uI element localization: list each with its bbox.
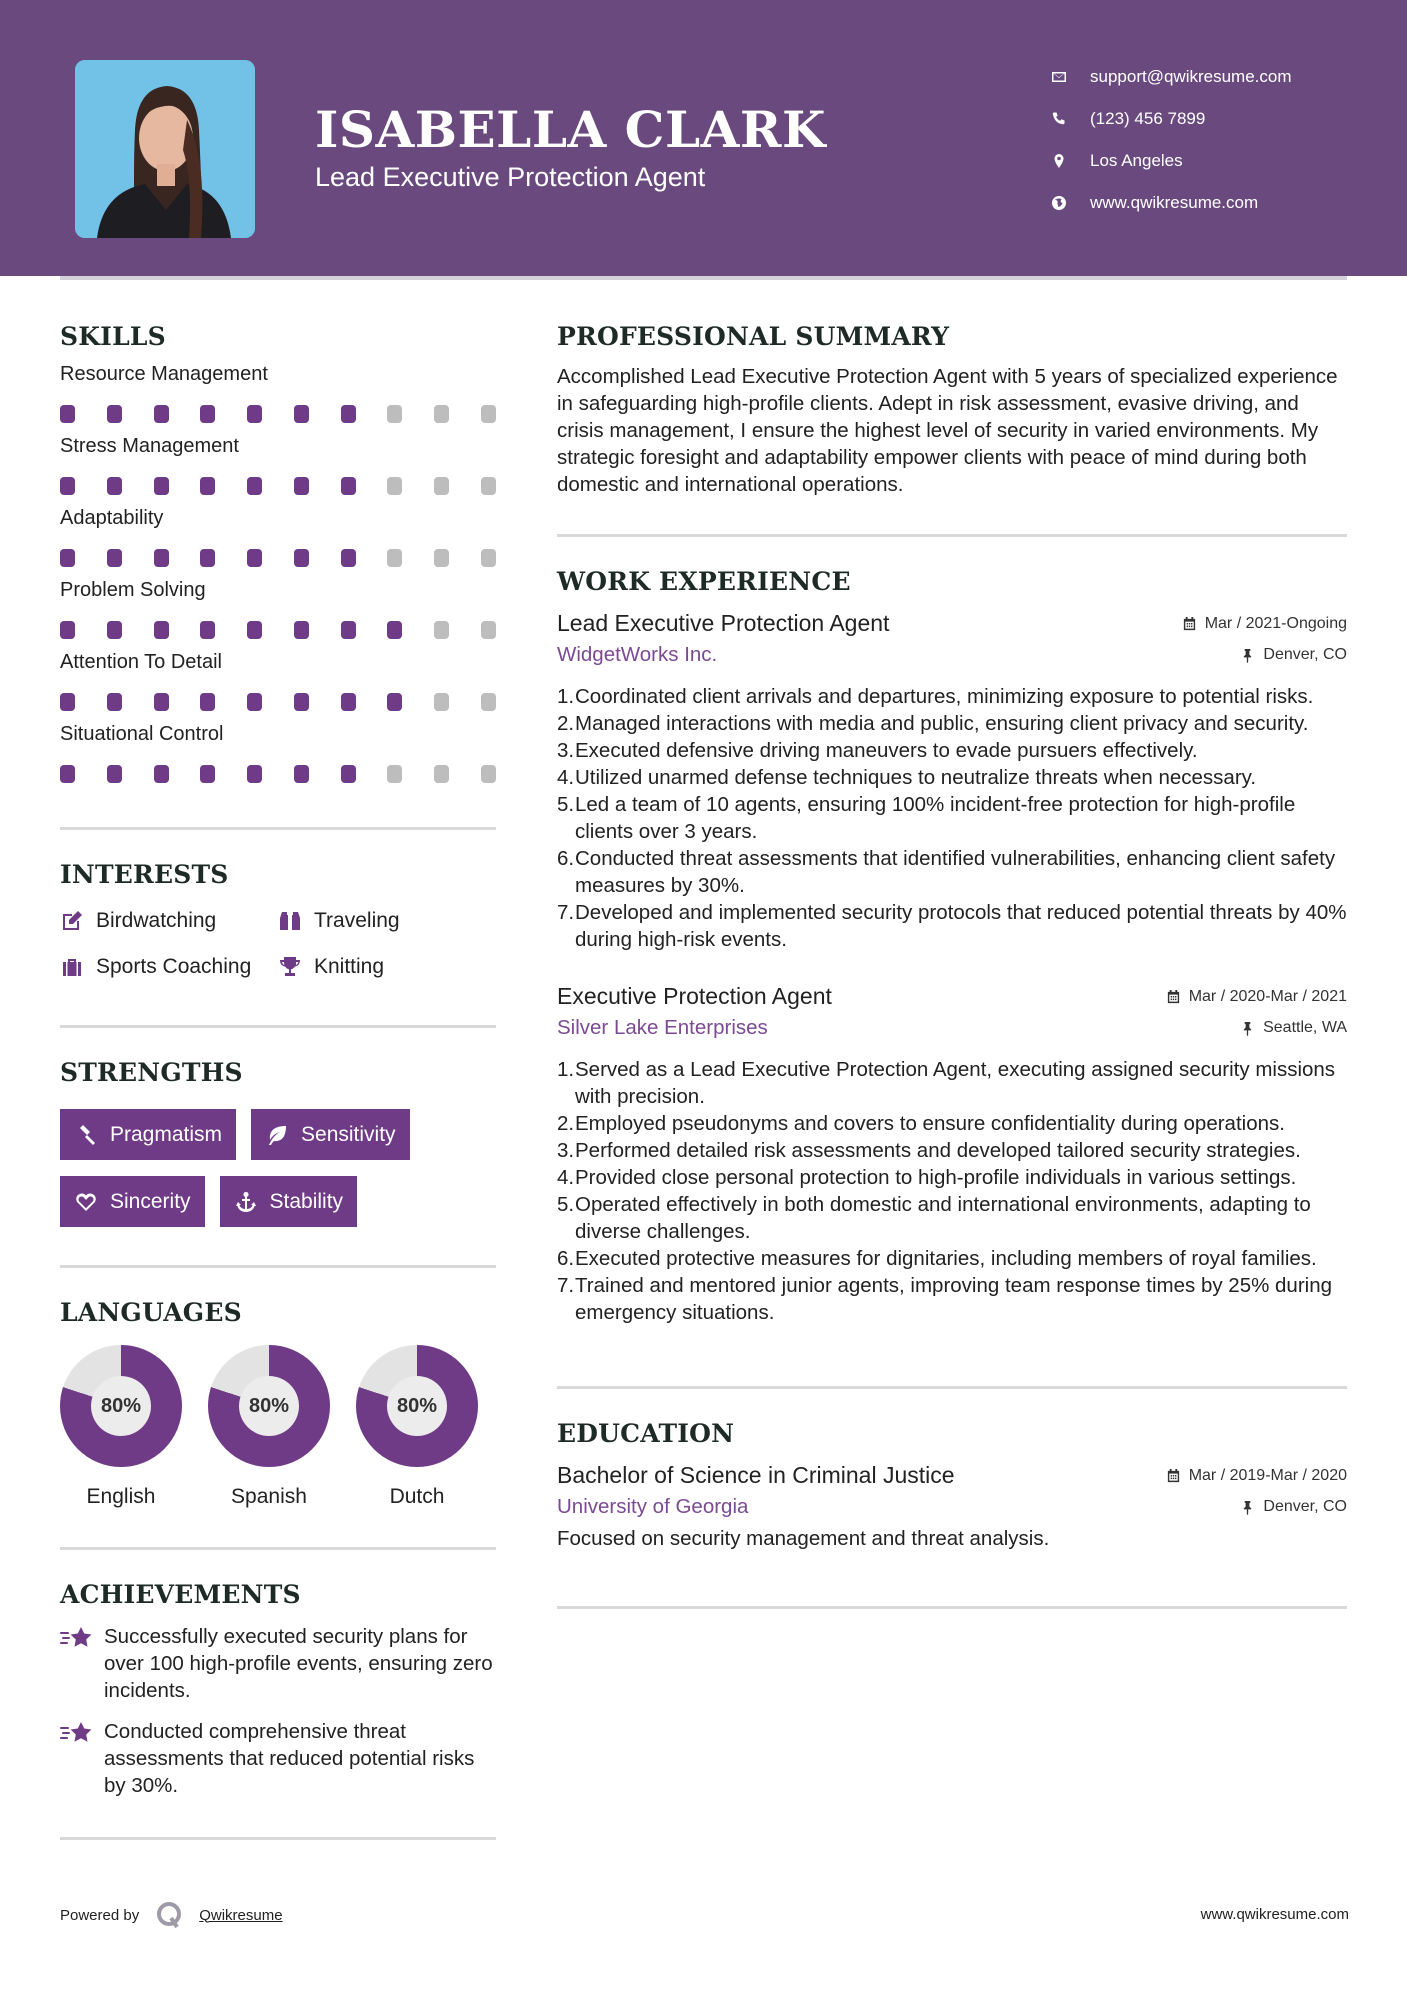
candidate-name: ISABELLA CLARK [315,100,826,159]
skill-name: Situational Control [60,723,224,745]
job-bullet: 2. Managed interactions with media and public, ensuring client privacy and security. [557,712,1309,735]
strength-chip [60,1109,236,1160]
contact-email-text: support@qwikresume.com [1090,67,1292,86]
contact-website[interactable] [1050,182,1292,224]
skill-list [60,363,496,783]
job-bullet: 5. Led a team of 10 agents, ensuring 100% incident-free protection for high-profile clients over 3 years. [557,793,1296,843]
job-bullet: 3. Executed defensive driving maneuvers to evade pursuers effectively. [557,739,1198,762]
language-percent: 80% [91,1376,151,1436]
strength-label: Sincerity [110,1189,191,1213]
language-name: English [86,1485,156,1508]
language-name: Dutch [389,1485,445,1508]
language-progress-ring [208,1345,330,1467]
job-entry [557,983,1347,1326]
language-item [356,1345,478,1509]
strengths-heading: STRENGTHS [60,1058,243,1087]
section-divider [60,827,496,830]
job-date-text: Mar / 2021-Ongoing [1204,614,1347,632]
contact-email[interactable] [1050,56,1292,98]
education-description: Focused on security management and threat analysis. [557,1527,1050,1550]
candidate-title: Lead Executive Protection Agent [315,162,706,192]
achievement-item [60,1718,496,1799]
job-bullet: 1. Served as a Lead Executive Protection Agent, executing assigned security missions with precision. [557,1058,1336,1108]
language-percent: 80% [387,1376,447,1436]
contact-phone[interactable] [1050,98,1292,140]
pushpin-icon [1240,1021,1255,1036]
section-divider [557,1606,1347,1609]
skill-name: Problem Solving [60,579,206,601]
job-bullet: 6. Executed protective measures for dignitaries, including members of royal families. [557,1247,1317,1270]
skill-name: Stress Management [60,435,239,457]
language-progress-ring [356,1345,478,1467]
map-pin-icon [1050,152,1068,170]
section-divider [60,1025,496,1028]
skill-item [60,435,496,495]
achievement-text: Conducted comprehensive threat assessments that reduced potential risks by 30%. [104,1720,475,1797]
contact-location [1050,140,1292,182]
job-bullet: 4. Utilized unarmed defense techniques to neutralize threats when necessary. [557,766,1257,789]
star-icon [60,1720,94,1748]
language-percent: 80% [239,1376,299,1436]
job-bullet: 1. Coordinated client arrivals and departures, minimizing exposure to potential risks. [557,685,1314,708]
strength-label: Pragmatism [110,1122,223,1146]
pushpin-icon [1240,648,1255,663]
skill-rating [60,693,496,711]
qwikresume-logo-icon [155,1900,185,1930]
achievements-section [60,1580,496,1799]
section-divider [60,1547,496,1550]
languages-heading: LANGUAGES [60,1298,242,1327]
language-progress-ring [60,1345,182,1467]
strength-chip [60,1176,205,1227]
interest-item [278,909,496,933]
footer-website[interactable]: www.qwikresume.com [1200,1906,1349,1923]
achievements-heading: ACHIEVEMENTS [60,1580,301,1609]
job-date-text: Mar / 2020-Mar / 2021 [1188,987,1347,1005]
skill-item [60,651,496,711]
skill-name: Adaptability [60,507,164,529]
pencil-square-icon [60,909,84,933]
interest-label: Birdwatching [96,909,217,932]
anchor-icon [234,1190,258,1214]
strengths-section [60,1058,496,1227]
summary-section [557,322,1347,498]
contact-phone-text: (123) 456 7899 [1090,109,1206,128]
right-column [557,322,1347,1609]
interest-label: Traveling [314,909,400,932]
skill-item [60,363,496,423]
achievement-item [60,1623,496,1704]
section-divider [557,1386,1347,1389]
job-entry [557,610,1347,953]
experience-section [557,567,1347,1326]
binoculars-icon [278,909,302,933]
job-bullet: 4. Provided close personal protection to high-profile individuals in various settings. [557,1166,1297,1189]
education-section [557,1419,1347,1552]
contact-location-text: Los Angeles [1090,151,1183,170]
calendar-icon [1166,989,1181,1004]
pushpin-icon [1240,1500,1255,1515]
summary-text: Accomplished Lead Executive Protection Agent with 5 years of specialized experience in safeguarding high-profile clients. Adept in risk assessment, evasive driving, and crisis management, I ensure the highest level of security in varied environments. My strategic foresight and adaptability empower clients with peace of mind during both domestic and international operations. [557,365,1338,496]
education-location-text: Denver, CO [1263,1498,1347,1515]
job-role: Executive Protection Agent [557,983,832,1009]
section-divider [557,534,1347,537]
summary-heading: PROFESSIONAL SUMMARY [557,322,950,351]
education-degree: Bachelor of Science in Criminal Justice [557,1462,955,1488]
strength-label: Sensitivity [301,1122,396,1146]
section-divider [60,1265,496,1268]
job-role: Lead Executive Protection Agent [557,610,890,636]
skill-rating [60,477,496,495]
skill-name: Attention To Detail [60,651,222,673]
footer-powered-by [60,1900,283,1930]
job-bullet: 3. Performed detailed risk assessments and developed tailored security strategies. [557,1139,1301,1162]
qwikresume-link[interactable]: Qwikresume [199,1906,283,1924]
leaf-icon [265,1123,289,1147]
education-date-text: Mar / 2019-Mar / 2020 [1188,1466,1347,1484]
calendar-icon [1166,1468,1181,1483]
job-location-text: Denver, CO [1263,646,1347,663]
star-icon [60,1625,94,1653]
skill-item [60,579,496,639]
language-item [208,1345,330,1509]
interest-item [60,909,278,933]
header-divider [60,276,1347,280]
job-bullet: 5. Operated effectively in both domestic and international environments, adapting to diverse challenges. [557,1193,1311,1243]
calendar-icon [1182,616,1197,631]
interest-item [278,955,496,979]
job-bullet: 7. Trained and mentored junior agents, improving team response times by 25% during emergency situations. [557,1274,1333,1324]
skills-section [60,322,496,783]
skill-rating [60,621,496,639]
strength-chip [251,1109,410,1160]
job-company: Silver Lake Enterprises [557,1016,768,1039]
strength-label: Stability [269,1189,344,1213]
language-list [60,1345,496,1509]
interest-item [60,955,278,979]
skill-rating [60,405,496,423]
interests-section [60,860,496,979]
job-bullets [557,1056,1347,1326]
job-company: WidgetWorks Inc. [557,643,718,666]
job-bullets [557,683,1347,953]
interest-label: Knitting [314,955,385,978]
language-item [60,1345,182,1509]
education-school: University of Georgia [557,1495,749,1518]
job-bullet: 7. Developed and implemented security protocols that reduced potential threats by 40% during high-risk events. [557,901,1347,951]
phone-icon [1050,110,1068,128]
portrait-image [75,60,255,238]
profile-photo [75,60,255,238]
education-heading: EDUCATION [557,1419,735,1448]
achievement-text: Successfully executed security plans for over 100 high-profile events, ensuring zero incidents. [104,1625,493,1702]
powered-by-label: Powered by [60,1906,140,1924]
interest-label: Sports Coaching [96,955,252,978]
skill-rating [60,549,496,567]
left-column [60,322,496,1840]
skill-name: Resource Management [60,363,268,385]
skill-item [60,507,496,567]
section-divider [60,1837,496,1840]
skill-item [60,723,496,783]
job-location-text: Seattle, WA [1263,1019,1347,1036]
job-bullet: 6. Conducted threat assessments that identified vulnerabilities, enhancing client safety measures by 30%. [557,847,1336,897]
globe-icon [1050,194,1068,212]
resume-header [0,0,1407,276]
strength-chip [220,1176,358,1227]
skill-rating [60,765,496,783]
interests-heading: INTERESTS [60,860,229,889]
strength-list [60,1109,496,1227]
heart-icon [74,1190,98,1214]
job-bullet: 2. Employed pseudonyms and covers to ensure confidentiality during operations. [557,1112,1285,1135]
languages-section [60,1298,496,1509]
education-entry [557,1462,1347,1552]
experience-heading: WORK EXPERIENCE [557,567,851,596]
language-name: Spanish [231,1485,307,1508]
skills-heading: SKILLS [60,322,166,351]
gavel-icon [74,1123,98,1147]
contact-list [1050,56,1292,224]
envelope-icon [1050,68,1068,86]
interest-list [60,909,496,979]
briefcase-icon [60,955,84,979]
contact-website-text: www.qwikresume.com [1090,193,1259,212]
trophy-icon [278,955,302,979]
